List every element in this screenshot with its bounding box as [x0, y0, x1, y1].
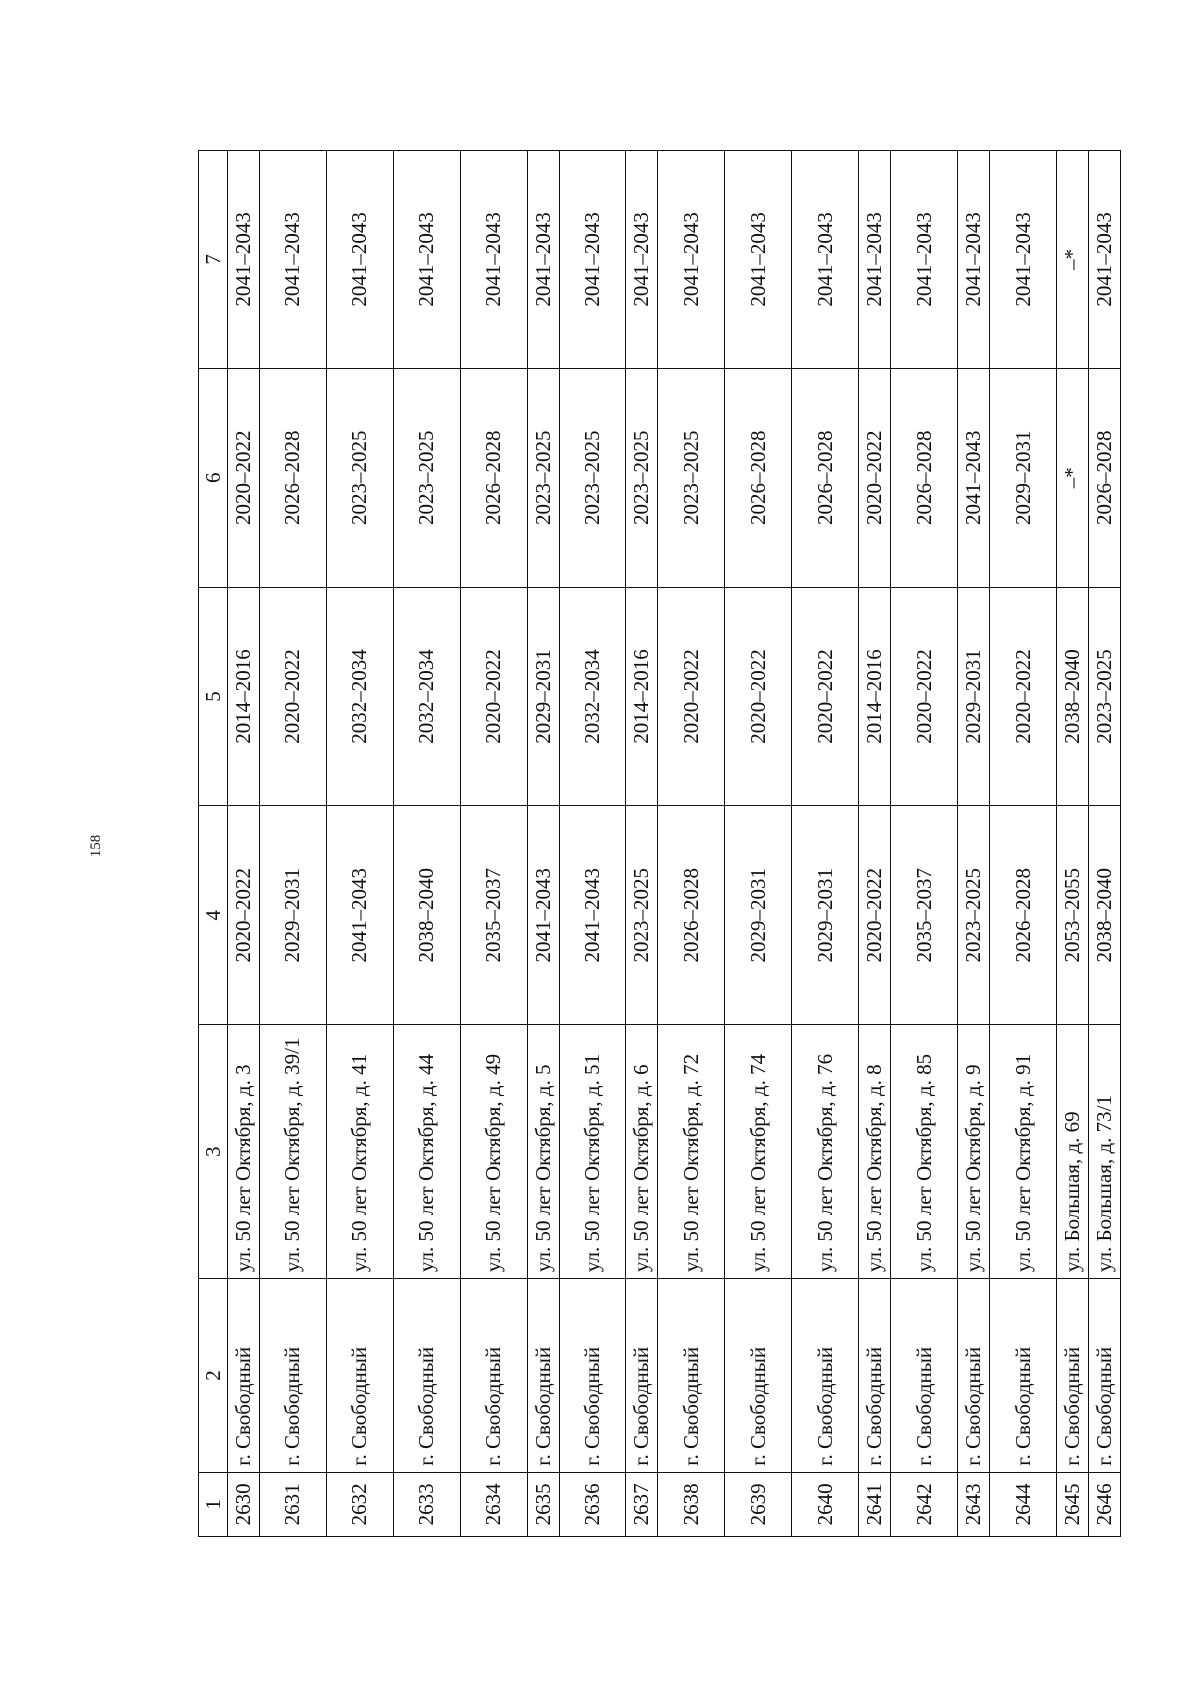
table-row — [990, 151, 1057, 1537]
period-col-4: 2026–2028 — [990, 806, 1057, 1025]
row-number: 2644 — [990, 1472, 1057, 1536]
period-col-4: 2023–2025 — [626, 806, 658, 1025]
row-number: 2643 — [958, 1472, 990, 1536]
city-cell: г. Свободный — [891, 1279, 958, 1473]
address-cell: ул. 50 лет Октября, д. 85 — [891, 1025, 958, 1279]
row-number: 2642 — [891, 1472, 958, 1536]
address-cell: ул. 50 лет Октября, д. 49 — [460, 1025, 527, 1279]
period-col-5: 2020–2022 — [260, 587, 327, 806]
period-col-6: 2026–2028 — [792, 368, 859, 587]
city-cell: г. Свободный — [792, 1279, 859, 1473]
row-number: 2634 — [460, 1472, 527, 1536]
period-col-5: 2014–2016 — [859, 587, 891, 806]
period-col-7: 2041–2043 — [260, 151, 327, 369]
period-col-6: 2023–2025 — [559, 368, 626, 587]
period-col-5: 2020–2022 — [658, 587, 725, 806]
row-number: 2636 — [559, 1472, 626, 1536]
period-col-4: 2020–2022 — [228, 806, 260, 1025]
row-number: 2633 — [393, 1472, 460, 1536]
header-col-2: 2 — [199, 1279, 228, 1473]
address-cell: ул. Большая, д. 69 — [1057, 1025, 1089, 1279]
period-col-6: –* — [1057, 368, 1089, 587]
row-number: 2630 — [228, 1472, 260, 1536]
address-cell: ул. 50 лет Октября, д. 51 — [559, 1025, 626, 1279]
period-col-5: 2014–2016 — [626, 587, 658, 806]
period-col-5: 2020–2022 — [460, 587, 527, 806]
period-col-7: 2041–2043 — [891, 151, 958, 369]
period-col-4: 2029–2031 — [260, 806, 327, 1025]
city-cell: г. Свободный — [559, 1279, 626, 1473]
period-col-6: 2026–2028 — [1089, 368, 1121, 587]
period-col-6: 2026–2028 — [260, 368, 327, 587]
period-col-7: 2041–2043 — [990, 151, 1057, 369]
period-col-6: 2023–2025 — [527, 368, 559, 587]
address-cell: ул. 50 лет Октября, д. 41 — [326, 1025, 393, 1279]
city-cell: г. Свободный — [958, 1279, 990, 1473]
period-col-4: 2035–2037 — [460, 806, 527, 1025]
period-col-7: 2041–2043 — [626, 151, 658, 369]
schedule-table — [198, 150, 1121, 1537]
row-number: 2641 — [859, 1472, 891, 1536]
address-cell: ул. 50 лет Октября, д. 39/1 — [260, 1025, 327, 1279]
period-col-7: 2041–2043 — [559, 151, 626, 369]
table-row — [958, 151, 990, 1537]
header-row — [199, 151, 228, 1537]
period-col-7: 2041–2043 — [859, 151, 891, 369]
period-col-4: 2038–2040 — [1089, 806, 1121, 1025]
period-col-7: 2041–2043 — [792, 151, 859, 369]
period-col-6: 2026–2028 — [725, 368, 792, 587]
city-cell: г. Свободный — [326, 1279, 393, 1473]
row-number: 2645 — [1057, 1472, 1089, 1536]
period-col-4: 2020–2022 — [859, 806, 891, 1025]
row-number: 2635 — [527, 1472, 559, 1536]
period-col-7: 2041–2043 — [527, 151, 559, 369]
period-col-6: 2020–2022 — [859, 368, 891, 587]
table-row — [792, 151, 859, 1537]
period-col-6: 2023–2025 — [626, 368, 658, 587]
table-row — [658, 151, 725, 1537]
period-col-6: 2023–2025 — [393, 368, 460, 587]
period-col-5: 2020–2022 — [891, 587, 958, 806]
city-cell: г. Свободный — [658, 1279, 725, 1473]
period-col-7: 2041–2043 — [228, 151, 260, 369]
table-row — [559, 151, 626, 1537]
period-col-6: 2020–2022 — [228, 368, 260, 587]
period-col-4: 2029–2031 — [792, 806, 859, 1025]
city-cell: г. Свободный — [1057, 1279, 1089, 1473]
period-col-7: 2041–2043 — [326, 151, 393, 369]
header-col-4: 4 — [199, 806, 228, 1025]
period-col-5: 2032–2034 — [559, 587, 626, 806]
period-col-5: 2014–2016 — [228, 587, 260, 806]
table-row — [859, 151, 891, 1537]
page-number: 158 — [88, 834, 104, 858]
row-number: 2640 — [792, 1472, 859, 1536]
city-cell: г. Свободный — [228, 1279, 260, 1473]
period-col-7: 2041–2043 — [958, 151, 990, 369]
address-cell: ул. 50 лет Октября, д. 3 — [228, 1025, 260, 1279]
table-row — [626, 151, 658, 1537]
period-col-5: 2032–2034 — [326, 587, 393, 806]
period-col-5: 2032–2034 — [393, 587, 460, 806]
header-col-1: 1 — [199, 1472, 228, 1536]
period-col-5: 2020–2022 — [792, 587, 859, 806]
period-col-6: 2023–2025 — [658, 368, 725, 587]
period-col-5: 2029–2031 — [958, 587, 990, 806]
table-body — [228, 151, 1121, 1537]
row-number: 2632 — [326, 1472, 393, 1536]
period-col-4: 2053–2055 — [1057, 806, 1089, 1025]
row-number: 2638 — [658, 1472, 725, 1536]
table-row — [725, 151, 792, 1537]
header-col-5: 5 — [199, 587, 228, 806]
header-col-6: 6 — [199, 368, 228, 587]
period-col-7: –* — [1057, 151, 1089, 369]
address-cell: ул. 50 лет Октября, д. 74 — [725, 1025, 792, 1279]
period-col-7: 2041–2043 — [460, 151, 527, 369]
period-col-7: 2041–2043 — [658, 151, 725, 369]
table-row — [326, 151, 393, 1537]
header-col-3: 3 — [199, 1025, 228, 1279]
period-col-4: 2041–2043 — [326, 806, 393, 1025]
table-row — [228, 151, 260, 1537]
period-col-4: 2035–2037 — [891, 806, 958, 1025]
address-cell: ул. 50 лет Октября, д. 72 — [658, 1025, 725, 1279]
row-number: 2646 — [1089, 1472, 1121, 1536]
city-cell: г. Свободный — [725, 1279, 792, 1473]
period-col-4: 2041–2043 — [559, 806, 626, 1025]
row-number: 2631 — [260, 1472, 327, 1536]
period-col-7: 2041–2043 — [1089, 151, 1121, 369]
table-row — [891, 151, 958, 1537]
address-cell: ул. 50 лет Октября, д. 8 — [859, 1025, 891, 1279]
period-col-6: 2041–2043 — [958, 368, 990, 587]
period-col-6: 2029–2031 — [990, 368, 1057, 587]
period-col-4: 2029–2031 — [725, 806, 792, 1025]
table-container — [198, 150, 1121, 1537]
city-cell: г. Свободный — [859, 1279, 891, 1473]
period-col-6: 2023–2025 — [326, 368, 393, 587]
city-cell: г. Свободный — [1089, 1279, 1121, 1473]
period-col-4: 2038–2040 — [393, 806, 460, 1025]
period-col-7: 2041–2043 — [725, 151, 792, 369]
period-col-5: 2029–2031 — [527, 587, 559, 806]
table-row — [260, 151, 327, 1537]
table-row — [460, 151, 527, 1537]
period-col-7: 2041–2043 — [393, 151, 460, 369]
row-number: 2639 — [725, 1472, 792, 1536]
table-row — [1089, 151, 1121, 1537]
address-cell: ул. 50 лет Октября, д. 6 — [626, 1025, 658, 1279]
period-col-4: 2041–2043 — [527, 806, 559, 1025]
period-col-5: 2020–2022 — [725, 587, 792, 806]
city-cell: г. Свободный — [527, 1279, 559, 1473]
period-col-6: 2026–2028 — [460, 368, 527, 587]
address-cell: ул. 50 лет Октября, д. 44 — [393, 1025, 460, 1279]
period-col-5: 2038–2040 — [1057, 587, 1089, 806]
address-cell: ул. 50 лет Октября, д. 5 — [527, 1025, 559, 1279]
city-cell: г. Свободный — [460, 1279, 527, 1473]
period-col-4: 2023–2025 — [958, 806, 990, 1025]
table-row — [393, 151, 460, 1537]
table-row — [527, 151, 559, 1537]
period-col-5: 2023–2025 — [1089, 587, 1121, 806]
city-cell: г. Свободный — [393, 1279, 460, 1473]
address-cell: ул. Большая, д. 73/1 — [1089, 1025, 1121, 1279]
city-cell: г. Свободный — [260, 1279, 327, 1473]
address-cell: ул. 50 лет Октября, д. 9 — [958, 1025, 990, 1279]
city-cell: г. Свободный — [990, 1279, 1057, 1473]
header-col-7: 7 — [199, 151, 228, 369]
period-col-5: 2020–2022 — [990, 587, 1057, 806]
address-cell: ул. 50 лет Октября, д. 76 — [792, 1025, 859, 1279]
table-row — [1057, 151, 1089, 1537]
address-cell: ул. 50 лет Октября, д. 91 — [990, 1025, 1057, 1279]
period-col-6: 2026–2028 — [891, 368, 958, 587]
period-col-4: 2026–2028 — [658, 806, 725, 1025]
city-cell: г. Свободный — [626, 1279, 658, 1473]
row-number: 2637 — [626, 1472, 658, 1536]
